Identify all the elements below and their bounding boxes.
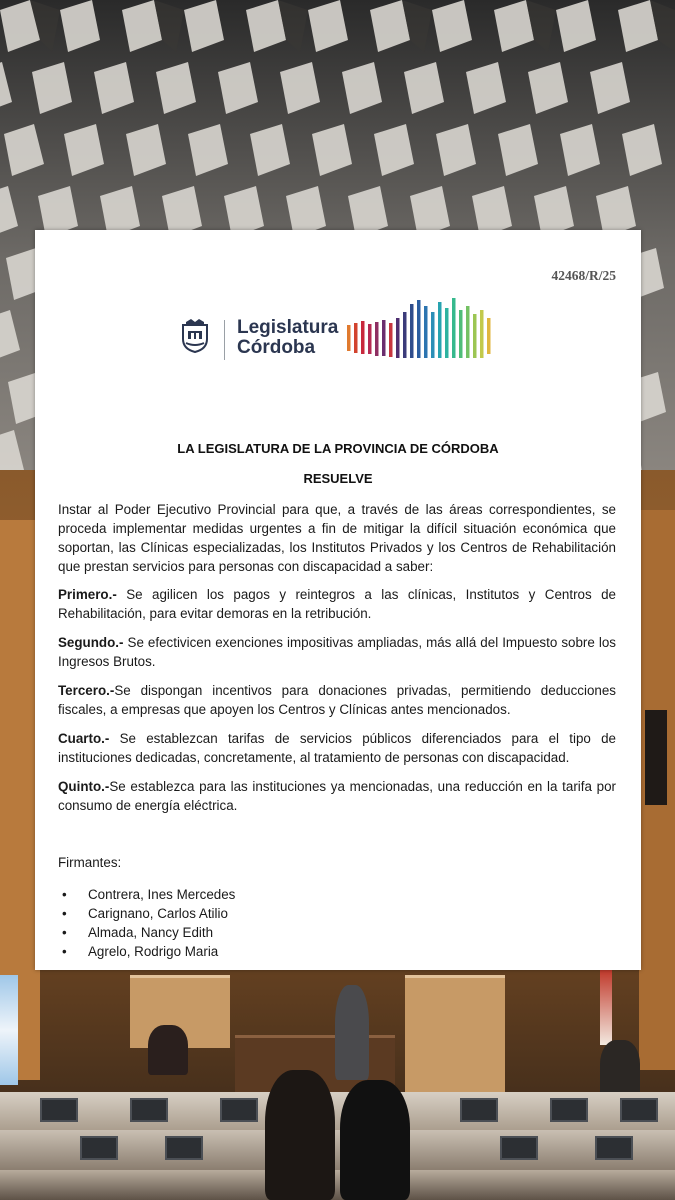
bullet-icon: •: [62, 944, 67, 959]
benches-row: [0, 1130, 675, 1170]
monitor: [40, 1098, 78, 1122]
signer-name: Agrelo, Rodrigo Maria: [88, 944, 219, 959]
coat-of-arms-icon: [180, 319, 210, 353]
logo-divider: [224, 320, 225, 360]
monitor: [460, 1098, 498, 1122]
logo-line-2: Córdoba: [237, 337, 316, 358]
article-text: Se agilicen los pagos y reintegros a las clínicas, Institutos y Centros de Rehabilitación, para evitar demoras en la retribución.: [58, 587, 616, 621]
person: [335, 985, 369, 1080]
monitor: [220, 1098, 258, 1122]
article-label: Tercero.-: [58, 683, 115, 698]
article-text: Se establezca para las instituciones ya mencionadas, una reducción en la tarifa por consumo de energía eléctrica.: [58, 779, 616, 813]
article-text: Se efectivicen exenciones impositivas ampliadas, más allá del Impuesto sobre los Ingresos Brutos.: [58, 635, 616, 669]
logo-wordmark: [237, 318, 338, 358]
article-label: Quinto.-: [58, 779, 110, 794]
signers-list: [58, 885, 235, 961]
color-bars-icon: [347, 298, 495, 360]
signers-label: Firmantes:: [58, 855, 122, 870]
article-label: Primero.-: [58, 587, 117, 602]
flag-cordoba: [600, 970, 612, 1045]
article-primero: [58, 585, 616, 623]
monitor: [595, 1136, 633, 1160]
article-tercero: [58, 681, 616, 719]
list-item: [58, 923, 235, 942]
list-item: [58, 885, 235, 904]
monitor: [550, 1098, 588, 1122]
signer-name: Contrera, Ines Mercedes: [88, 887, 236, 902]
resolution-document: [35, 230, 641, 970]
bullet-icon: •: [62, 887, 67, 902]
list-item: [58, 942, 235, 961]
flag-argentina: [0, 975, 18, 1085]
person: [265, 1070, 335, 1200]
logo-line-1: Legislatura: [237, 317, 339, 338]
signer-name: Almada, Nancy Edith: [88, 925, 214, 940]
desk: [405, 975, 505, 1098]
monitor: [165, 1136, 203, 1160]
article-text: Se establezcan tarifas de servicios públicos diferenciados para el tipo de instituciones dedicadas, concretamente, al tratamiento de personas con discapacidad.: [58, 731, 616, 765]
document-reference: 42468/R/25: [551, 268, 616, 283]
monitor: [130, 1098, 168, 1122]
list-item: [58, 904, 235, 923]
monitor: [500, 1136, 538, 1160]
article-segundo: [58, 633, 616, 671]
benches-row: [0, 1092, 675, 1132]
article-quinto: [58, 777, 616, 815]
person: [340, 1080, 410, 1200]
dark-panel: [645, 710, 667, 805]
document-subtitle: RESUELVE: [303, 471, 373, 486]
bullet-icon: •: [62, 925, 67, 940]
article-cuarto: [58, 729, 616, 767]
benches-row: [0, 1170, 675, 1200]
document-title: LA LEGISLATURA DE LA PROVINCIA DE CÓRDOBA: [177, 441, 499, 456]
article-label: Cuarto.-: [58, 731, 110, 746]
article-label: Segundo.-: [58, 635, 124, 650]
monitor: [620, 1098, 658, 1122]
signer-name: Carignano, Carlos Atilio: [88, 906, 228, 921]
article-text: Se dispongan incentivos para donaciones privadas, permitiendo deducciones fiscales, a empresas que apoyen los Centros y Clínicas antes mencionados.: [58, 683, 616, 717]
person: [148, 1025, 188, 1075]
person: [600, 1040, 640, 1100]
bullet-icon: •: [62, 906, 67, 921]
monitor: [80, 1136, 118, 1160]
legislatura-logo: [180, 298, 495, 360]
intro-paragraph: Instar al Poder Ejecutivo Provincial para que, a través de las áreas correspondientes, se proceda implementar medidas urgentes a fin de mitigar la difícil situación económica que soportan, las Clínicas especializadas, los Institutos Privados y los Centros de Rehabilitación que prestan servicios para personas con discapacidad a saber:: [58, 502, 616, 574]
